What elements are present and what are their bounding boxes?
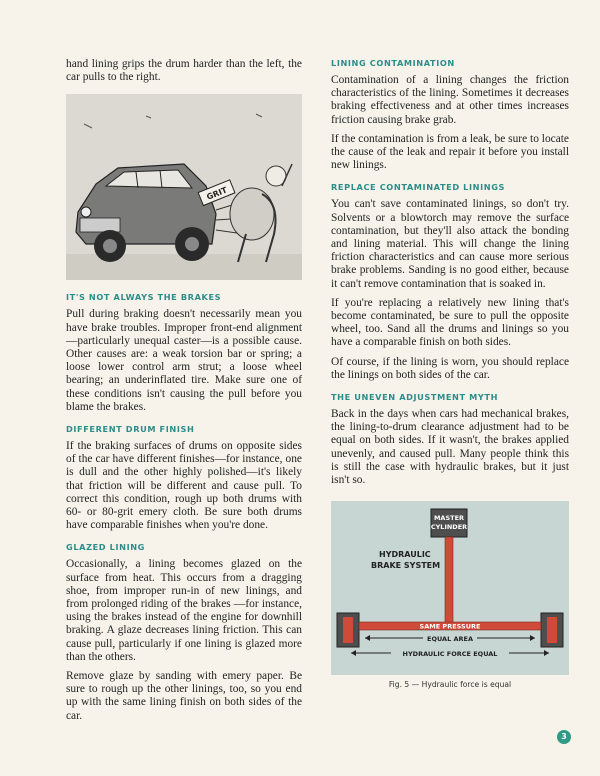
master-label-1: MASTER	[433, 514, 465, 523]
paragraph-glazed-lining-2: Remove glaze by sanding with emery paper. Be sure to rough up the other linings, too, so you end up with the same lining finish on both sides of the car.	[66, 670, 302, 722]
heading-glazed-lining: GLAZED LINING	[66, 542, 145, 553]
figure-caption: Fig. 5 — Hydraulic force is equal	[388, 680, 512, 690]
left-column	[66, 58, 302, 729]
page-number-badge: 3	[557, 730, 571, 744]
hydraulic-diagram	[331, 501, 569, 675]
paragraph-glazed-lining-1: Occasionally, a lining becomes glazed on the surface from heat. This occurs from a dragging shoe, from improper run-in of new linings, and from prolonged riding of the brakes —for instance, using the brakes instead of the engine for downhill braking. A glaze decreases lining friction. This can cause pull, particularly if one lining is glazed more than the others.	[66, 558, 302, 663]
paragraph-replace-contaminated-3: Of course, if the lining is worn, you should replace the linings on both sides of the car.	[331, 355, 569, 381]
heading-different-drum-finish: DIFFERENT DRUM FINISH	[66, 424, 195, 435]
paragraph-uneven-adjustment: Back in the days when cars had mechanical brakes, the lining-to-drum clearance adjustment had to be equal on both sides. If it wasn't, the brakes applied unevenly, and caused pull. Many people think this is still the case with hydraulic brakes, but it just isn't so.	[331, 408, 569, 487]
paragraph-different-drum-finish: If the braking surfaces of drums on opposite sides of the car have different finishes—for instance, one is dull and the other highly polished—it's likely that friction will be different and cause pull. To correct this condition, rough up both drums with 60- or 80-grit emery cloth. Be sure both drums have comparable finishes when you're done.	[66, 440, 302, 532]
car-illustration	[66, 94, 302, 280]
master-label-2: CYLINDER	[430, 523, 468, 532]
label-same-pressure: SAME PRESSURE	[419, 622, 481, 631]
paragraph-not-always-brakes: Pull during braking doesn't necessarily mean you have brake troubles. Improper front-end alignment—particularly unequal caster—is a possible cause. Other causes are: a weak torsion bar or spring; a loose lower control arm strut; a loose wheel bearing; an underinflated tire. Make sure one of these conditions isn't causing the pull before you blame the brakes.	[66, 308, 302, 413]
diagram-title-2: BRAKE SYSTEM	[371, 561, 441, 571]
paragraph-replace-contaminated-2: If you're replacing a relatively new lining that's become contaminated, be sure to pull the opposite wheel, too. Sand all the drums and linings so you have a comparable finish on both sides.	[331, 296, 569, 349]
paragraph-lining-contamination-2: If the contamination is from a leak, be sure to locate the cause of the leak and repair it before you install new linings.	[331, 132, 569, 172]
heading-not-always-brakes: IT'S NOT ALWAYS THE BRAKES	[66, 292, 222, 303]
heading-lining-contamination: LINING CONTAMINATION	[331, 58, 455, 68]
grit-sign-text: GRIT	[205, 185, 229, 203]
intro-paragraph: hand lining grips the drum harder than the left, the car pulls to the right.	[66, 58, 302, 84]
heading-replace-contaminated: REPLACE CONTAMINATED LININGS	[331, 182, 506, 193]
label-force-equal: HYDRAULIC FORCE EQUAL	[402, 650, 498, 659]
label-equal-area: EQUAL AREA	[427, 635, 473, 644]
paragraph-lining-contamination-1: Contamination of a lining changes the friction characteristics of the lining. Sometimes it decreases braking effectiveness and at other times increases friction causing brake grab.	[331, 74, 569, 126]
diagram-title-1: HYDRAULIC	[379, 550, 431, 560]
heading-uneven-adjustment: THE UNEVEN ADJUSTMENT MYTH	[331, 392, 499, 403]
paragraph-replace-contaminated-1: You can't save contaminated linings, so don't try. Solvents or a blowtorch may remove the surface contamination, but they'll also attack the bonding and lining material. This will change the lining friction characteristics and can cause more serious brake problems. Sanding is no good either, because it can't remove contamination that is soaked in.	[331, 198, 569, 290]
right-column	[331, 58, 569, 689]
